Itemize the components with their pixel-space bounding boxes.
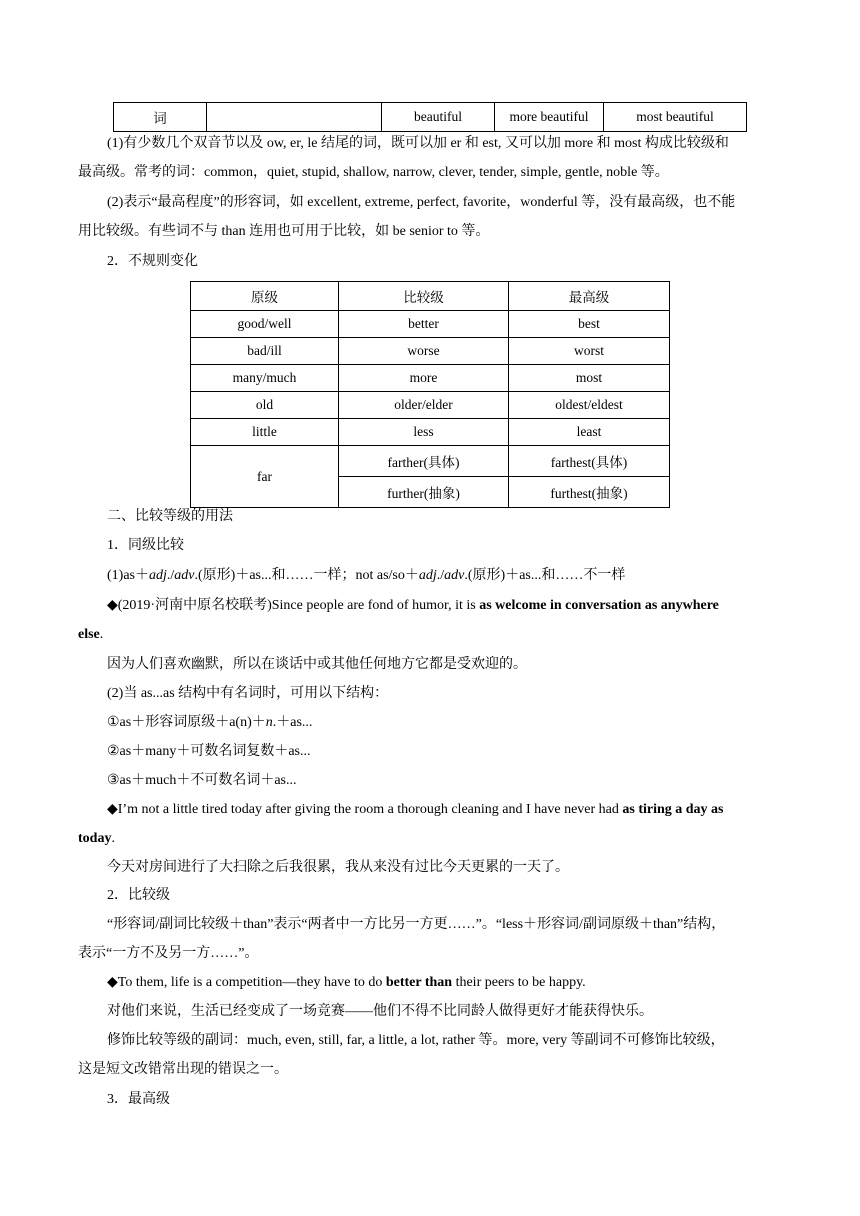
example-translation: 因为人们喜欢幽默，所以在谈话中或其他任何地方它都是受欢迎的。 (107, 657, 527, 672)
header-cell: 最高级 (509, 282, 670, 311)
example-sentence: ◆(2019·河南中原名校联考)Since people are fond of humor, it is as welcome in conversation as anywhere (107, 598, 719, 613)
table-cell: further(抽象) (339, 477, 509, 508)
rule-line: (1)as＋adj./adv.(原形)＋as...和……一样；not as/so＋adj./adv.(原形)＋as...和……不一样 (107, 568, 626, 583)
table-cell (207, 103, 382, 132)
example-sentence-cont: today. (78, 831, 115, 846)
structure-item: ②as＋many＋可数名词复数＋as... (107, 744, 311, 759)
table-cell: more (339, 365, 509, 392)
table-cell: furthest(抽象) (509, 477, 670, 508)
example-translation: 今天对房间进行了大扫除之后我很累，我从来没有过比今天更累的一天了。 (107, 860, 569, 875)
table-cell: older/elder (339, 392, 509, 419)
example-sentence-cont: else. (78, 627, 104, 642)
example-translation: 对他们来说，生活已经变成了一场竞赛——他们不得不比同龄人做得更好才能获得快乐。 (107, 1004, 653, 1019)
table-cell: farthest(具体) (509, 446, 670, 477)
table-cell: old (191, 392, 339, 419)
table-cell: worst (509, 338, 670, 365)
top-table (113, 102, 747, 132)
header-cell: 原级 (191, 282, 339, 311)
table-cell: 词 (114, 103, 207, 132)
table-cell: little (191, 419, 339, 446)
table-row (191, 392, 670, 419)
paragraph-line: (1)有少数几个双音节以及 ow, er, le 结尾的词，既可以加 er 和 est, 又可以加 more 和 most 构成比较级和 (107, 136, 729, 151)
table-row (114, 103, 747, 132)
example-sentence: ◆I’m not a little tired today after giving the room a thorough cleaning and I have never had as tiring a day as (107, 802, 724, 817)
section-heading: 3．最高级 (107, 1092, 170, 1107)
irregular-table (190, 281, 670, 508)
table-header-row (191, 282, 670, 311)
table-cell: better (339, 311, 509, 338)
table-cell: good/well (191, 311, 339, 338)
table-cell: more beautiful (495, 103, 604, 132)
section-title: 二、比较等级的用法 (107, 509, 233, 524)
section-heading: 2．不规则变化 (107, 254, 198, 269)
table-cell: most beautiful (604, 103, 747, 132)
table-cell: most (509, 365, 670, 392)
table-cell: least (509, 419, 670, 446)
table-row (191, 338, 670, 365)
table-row (191, 446, 670, 477)
paragraph-line: 最高级。常考的词：common，quiet, stupid, shallow, narrow, clever, tender, simple, gentle, noble 等。 (78, 165, 669, 180)
paragraph-line: “形容词/副词比较级＋than”表示“两者中一方比另一方更……”。“less＋形容词/副词原级＋than”结构， (107, 917, 726, 932)
structure-item: ①as＋形容词原级＋a(n)＋n.＋as... (107, 715, 313, 730)
table-cell: beautiful (382, 103, 495, 132)
table-cell: many/much (191, 365, 339, 392)
table-row (191, 419, 670, 446)
table-cell: less (339, 419, 509, 446)
table-row (191, 365, 670, 392)
table-cell: worse (339, 338, 509, 365)
paragraph-line: 修饰比较等级的副词：much, even, still, far, a little, a lot, rather 等。more, very 等副词不可修饰比较级， (107, 1033, 725, 1048)
paragraph-line: 用比较级。有些词不与 than 连用也可用于比较，如 be senior to 等。 (78, 224, 490, 239)
section-heading: 2．比较级 (107, 888, 170, 903)
table-cell: far (191, 446, 339, 508)
table-cell: oldest/eldest (509, 392, 670, 419)
table-row (191, 311, 670, 338)
example-sentence: ◆To them, life is a competition—they have to do better than their peers to be happy. (107, 975, 586, 990)
header-cell: 比较级 (339, 282, 509, 311)
paragraph-line: 这是短文改错常出现的错误之一。 (78, 1062, 288, 1077)
rule-line: (2)当 as...as 结构中有名词时，可用以下结构： (107, 686, 389, 701)
table-cell: bad/ill (191, 338, 339, 365)
structure-item: ③as＋much＋不可数名词＋as... (107, 773, 297, 788)
paragraph-line: (2)表示“最高程度”的形容词，如 excellent, extreme, perfect, favorite，wonderful 等，没有最高级，也不能 (107, 195, 736, 210)
section-heading: 1．同级比较 (107, 538, 184, 553)
table-cell: best (509, 311, 670, 338)
table-cell: farther(具体) (339, 446, 509, 477)
paragraph-line: 表示“一方不及另一方……”。 (78, 946, 259, 961)
